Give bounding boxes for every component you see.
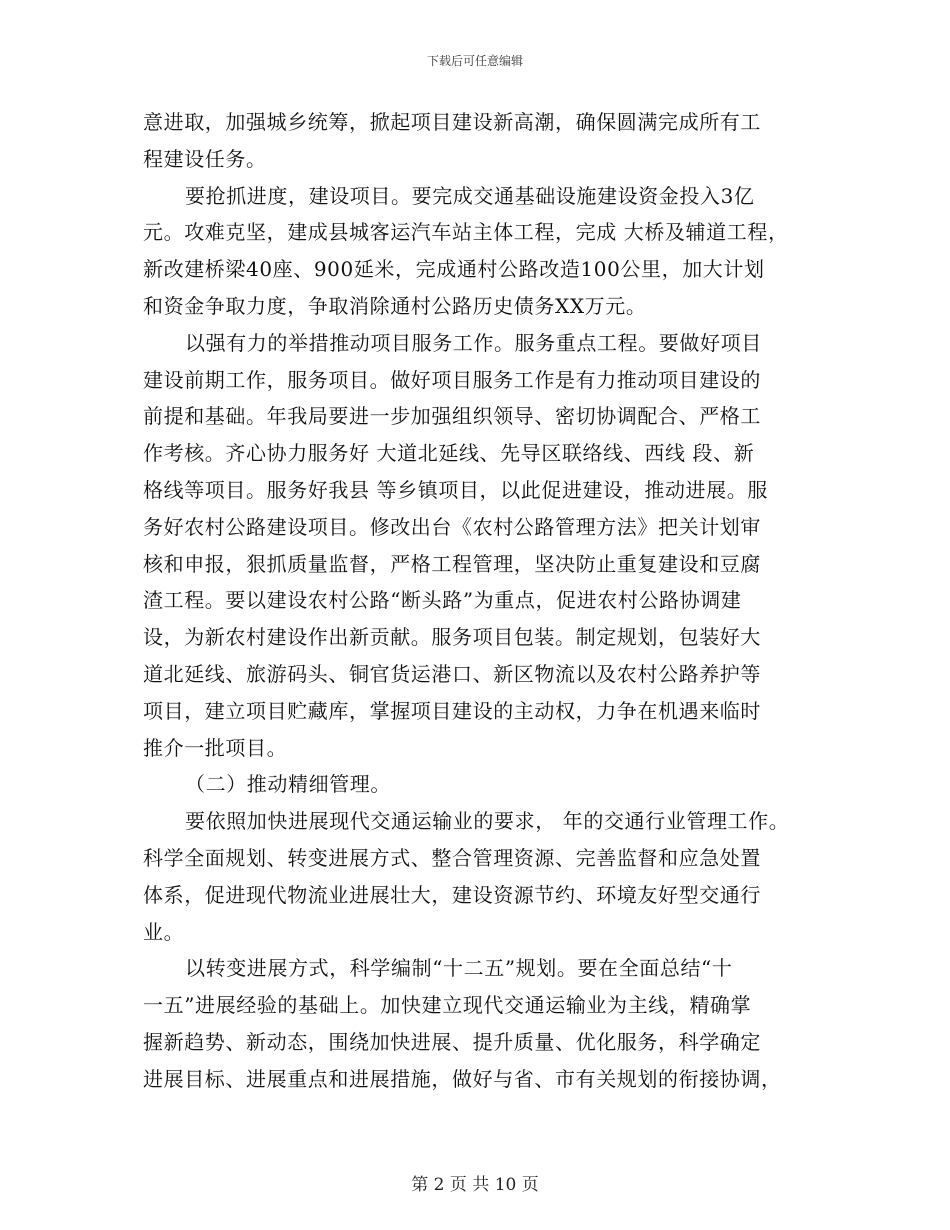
text-line: 以转变进展方式，科学编制“十二五”规划。要在全面总结“十 xyxy=(185,956,733,981)
text-line: 建设前期工作，服务项目。做好项目服务工作是有力推动项目建设的 xyxy=(143,367,761,392)
page-footer: 第 2 页 共 10 页 xyxy=(411,1175,539,1195)
document-body xyxy=(143,104,833,1098)
text-line: 渣工程。要以建设农村公路“断头路”为重点，促进农村公路协调建 xyxy=(143,588,742,613)
text-line: 核和申报，狠抓质量监督，严格工程管理，坚决防止重复建设和豆腐 xyxy=(143,551,761,576)
text-line: 科学全面规划、转变进展方式、整合管理资源、完善监督和应急处置 xyxy=(143,845,761,870)
text-line: 作考核。齐心协力服务好 大道北延线、先导区联络线、西线 段、新 xyxy=(143,441,755,466)
text-line: 设，为新农村建设作出新贡献。服务项目包装。制定规划，包装好大 xyxy=(143,625,761,650)
text-line: 道北延线、旅游码头、铜官货运港口、新区物流以及农村公路养护等 xyxy=(143,661,761,686)
text-line: 新改建桥梁40座、900延米，完成通村公路改造100公里，加大计划 xyxy=(143,257,765,282)
text-line: 要抢抓进度，建设项目。要完成交通基础设施建设资金投入3亿 xyxy=(185,183,755,208)
text-line: 意进取，加强城乡统筹，掀起项目建设新高潮，确保圆满完成所有工 xyxy=(143,110,761,134)
text-line: 握新趋势、新动态，围绕加快进展、提升质量、优化服务，科学确定 xyxy=(143,1029,761,1054)
text-line: 业。 xyxy=(143,919,185,944)
text-line: 务好农村公路建设项目。修改出台《农村公路管理方法》把关计划审 xyxy=(143,514,761,539)
text-line: 元。攻难克坚，建成县城客运汽车站主体工程，完成 大桥及辅道工程， xyxy=(143,220,789,245)
text-line: 和资金争取力度，争取消除通村公路历史债务XX万元。 xyxy=(143,293,647,318)
text-line: 前提和基础。年我局要进一步加强组织领导、密切协调配合、严格工 xyxy=(143,404,761,429)
text-line: 推介一批项目。 xyxy=(143,735,288,760)
text-line: 以强有力的举措推动项目服务工作。服务重点工程。要做好项目 xyxy=(185,330,762,355)
text-line: 进展目标、进展重点和进展措施，做好与省、市有关规划的衔接协调， xyxy=(143,1066,782,1091)
text-line: 项目，建立项目贮藏库，掌握项目建设的主动权，力争在机遇来临时 xyxy=(143,698,761,723)
text-line: 一五”进展经验的基础上。加快建立现代交通运输业为主线，精确掌 xyxy=(143,993,752,1018)
text-line: 程建设任务。 xyxy=(143,146,267,171)
text-line: 格线等项目。服务好我县 等乡镇项目，以此促进建设，推动进展。服 xyxy=(143,477,768,502)
text-line: 要依照加快进展现代交通运输业的要求， 年的交通行业管理工作。 xyxy=(185,809,790,834)
page-header: 下载后可任意编辑 xyxy=(426,54,523,68)
text-line: 体系，促进现代物流业进展壮大，建设资源节约、环境友好型交通行 xyxy=(143,882,761,907)
text-line: （二）推动精细管理。 xyxy=(185,772,391,797)
